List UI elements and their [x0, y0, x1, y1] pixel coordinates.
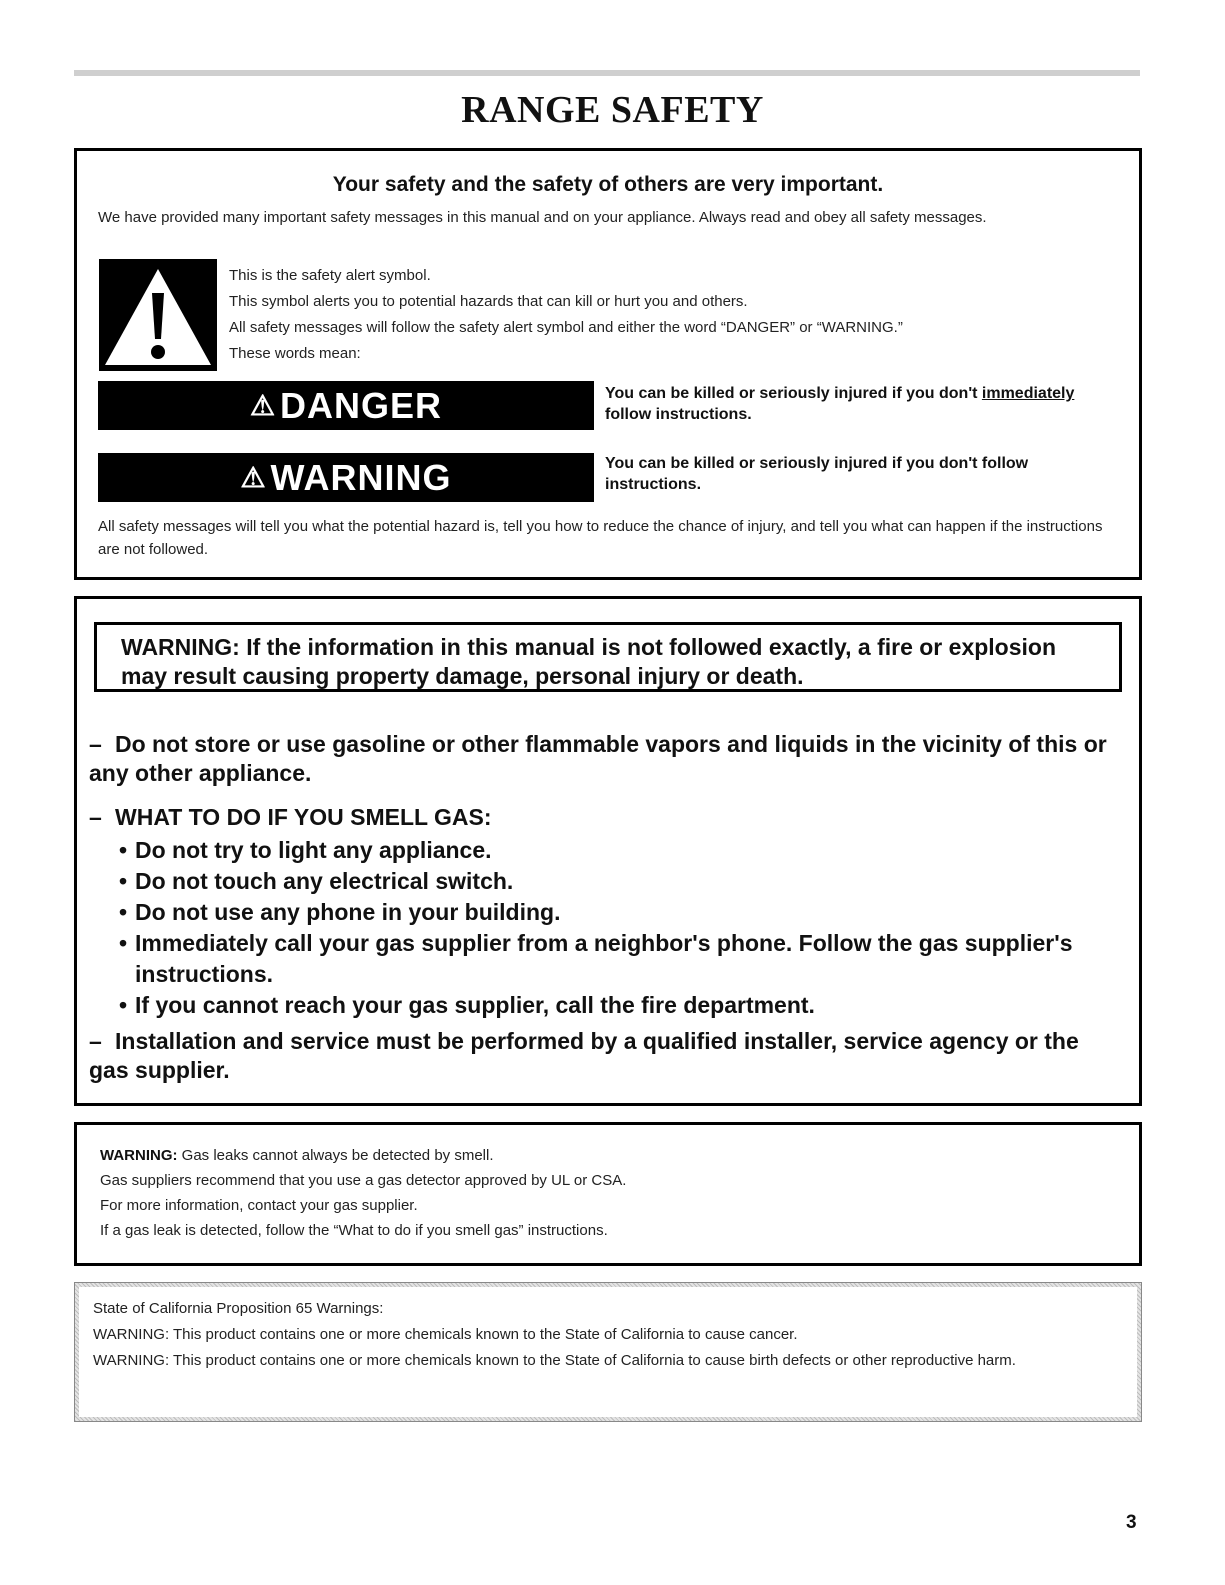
bullet-dot-icon: • — [119, 899, 128, 925]
gas-leak-text — [100, 1143, 626, 1243]
safety-messages-footer: All safety messages will tell you what the potential hazard is, tell you how to reduce the chance of injury, and tell you what can happen if the instructions are not followed. — [98, 518, 1103, 558]
gas-leak-line: If a gas leak is detected, follow the “What to do if you smell gas” instructions. — [100, 1222, 608, 1239]
gas-leak-line1: Gas leaks cannot always be detected by smell. — [177, 1147, 494, 1164]
list-item — [119, 928, 1119, 990]
danger-alert-icon: ⚠ — [249, 390, 277, 421]
dash-item-text: WHAT TO DO IF YOU SMELL GAS: — [115, 804, 492, 830]
list-item-text: If you cannot reach your gas supplier, call the fire department. — [135, 992, 815, 1018]
safety-heading: Your safety and the safety of others are very important. — [332, 173, 884, 196]
bullet-dot-icon: • — [119, 992, 128, 1018]
alert-line: This is the safety alert symbol. — [229, 267, 431, 284]
danger-meaning-post: follow instructions. — [605, 406, 752, 423]
list-item-text: Do not use any phone in your building. — [135, 899, 561, 925]
prop65-line: WARNING: This product contains one or more chemicals known to the State of California to cause birth defects or other reproductive harm. — [93, 1352, 1016, 1369]
warning-signal-word: WARNING — [270, 456, 452, 498]
prop65-box — [74, 1282, 1142, 1422]
top-rule — [74, 70, 1140, 76]
alert-line: This symbol alerts you to potential hazards that can kill or hurt you and others. — [229, 293, 748, 310]
gas-leak-line — [100, 1143, 626, 1168]
bullet-dot-icon: • — [119, 868, 128, 894]
smell-gas-instructions — [119, 835, 1119, 1021]
gas-leak-label: WARNING: — [100, 1147, 178, 1164]
warning-meaning: You can be killed or seriously injured if you don't follow instructions. — [605, 455, 1029, 493]
warning-signal-word-panel — [98, 453, 594, 502]
list-item — [119, 990, 1119, 1021]
alert-line: All safety messages will follow the safety alert symbol and either the word “DANGER” or “WARNING.” — [229, 319, 903, 336]
alert-symbol-explanation — [229, 263, 903, 367]
safety-intro-text: We have provided many important safety messages in this manual and on your appliance. Always read and obey all safety messages. — [98, 209, 987, 226]
gas-leak-line: Gas suppliers recommend that you use a gas detector approved by UL or CSA. — [100, 1172, 627, 1189]
alert-line: These words mean: — [229, 345, 361, 362]
list-item — [119, 897, 1119, 928]
safety-intro-box — [74, 148, 1142, 580]
dash-item-installation: – Installation and service must be performed by a qualified installer, service agency or the gas supplier. — [89, 1028, 1079, 1083]
gas-leak-line: For more information, contact your gas supplier. — [100, 1197, 418, 1214]
page-number: 3 — [1126, 1512, 1137, 1533]
prop65-text — [93, 1298, 1073, 1376]
danger-meaning-pre: You can be killed or seriously injured if you don't — [605, 385, 982, 402]
warning-alert-icon: ⚠ — [240, 462, 267, 493]
safety-alert-triangle-icon — [99, 259, 217, 371]
danger-meaning — [605, 383, 1125, 425]
bullet-dot-icon: • — [119, 930, 128, 956]
dash-item-smell-gas: – WHAT TO DO IF YOU SMELL GAS: — [89, 804, 492, 830]
list-item-text: Do not touch any electrical switch. — [135, 868, 514, 894]
dash-item-flammables: – Do not store or use gasoline or other flammable vapors and liquids in the vicinity of this or any other appliance. — [89, 731, 1107, 786]
fire-explosion-warning: WARNING: If the information in this manual is not followed exactly, a fire or explosion may result causing property damage, personal injury or death. — [94, 622, 1122, 692]
list-item — [119, 866, 1119, 897]
list-item-text: Do not try to light any appliance. — [135, 837, 492, 863]
list-item — [119, 835, 1119, 866]
dash-item-text: Installation and service must be performed by a qualified installer, service agency or the gas supplier. — [89, 1028, 1079, 1083]
dash-item-text: Do not store or use gasoline or other flammable vapors and liquids in the vicinity of this or any other appliance. — [89, 731, 1107, 786]
page-title: RANGE SAFETY — [461, 89, 764, 131]
danger-meaning-emphasis: immediately — [981, 385, 1075, 402]
prop65-heading: State of California Proposition 65 Warnings: — [93, 1300, 384, 1317]
danger-signal-word-panel — [98, 381, 594, 430]
bullet-dot-icon: • — [119, 837, 128, 863]
gas-leak-box — [74, 1122, 1142, 1266]
prop65-line: WARNING: This product contains one or more chemicals known to the State of California to cause cancer. — [93, 1326, 798, 1343]
danger-signal-word: DANGER — [280, 384, 443, 426]
list-item-text: Immediately call your gas supplier from a neighbor's phone. Follow the gas supplier's instructions. — [135, 930, 1073, 987]
gas-warning-box — [74, 596, 1142, 1106]
